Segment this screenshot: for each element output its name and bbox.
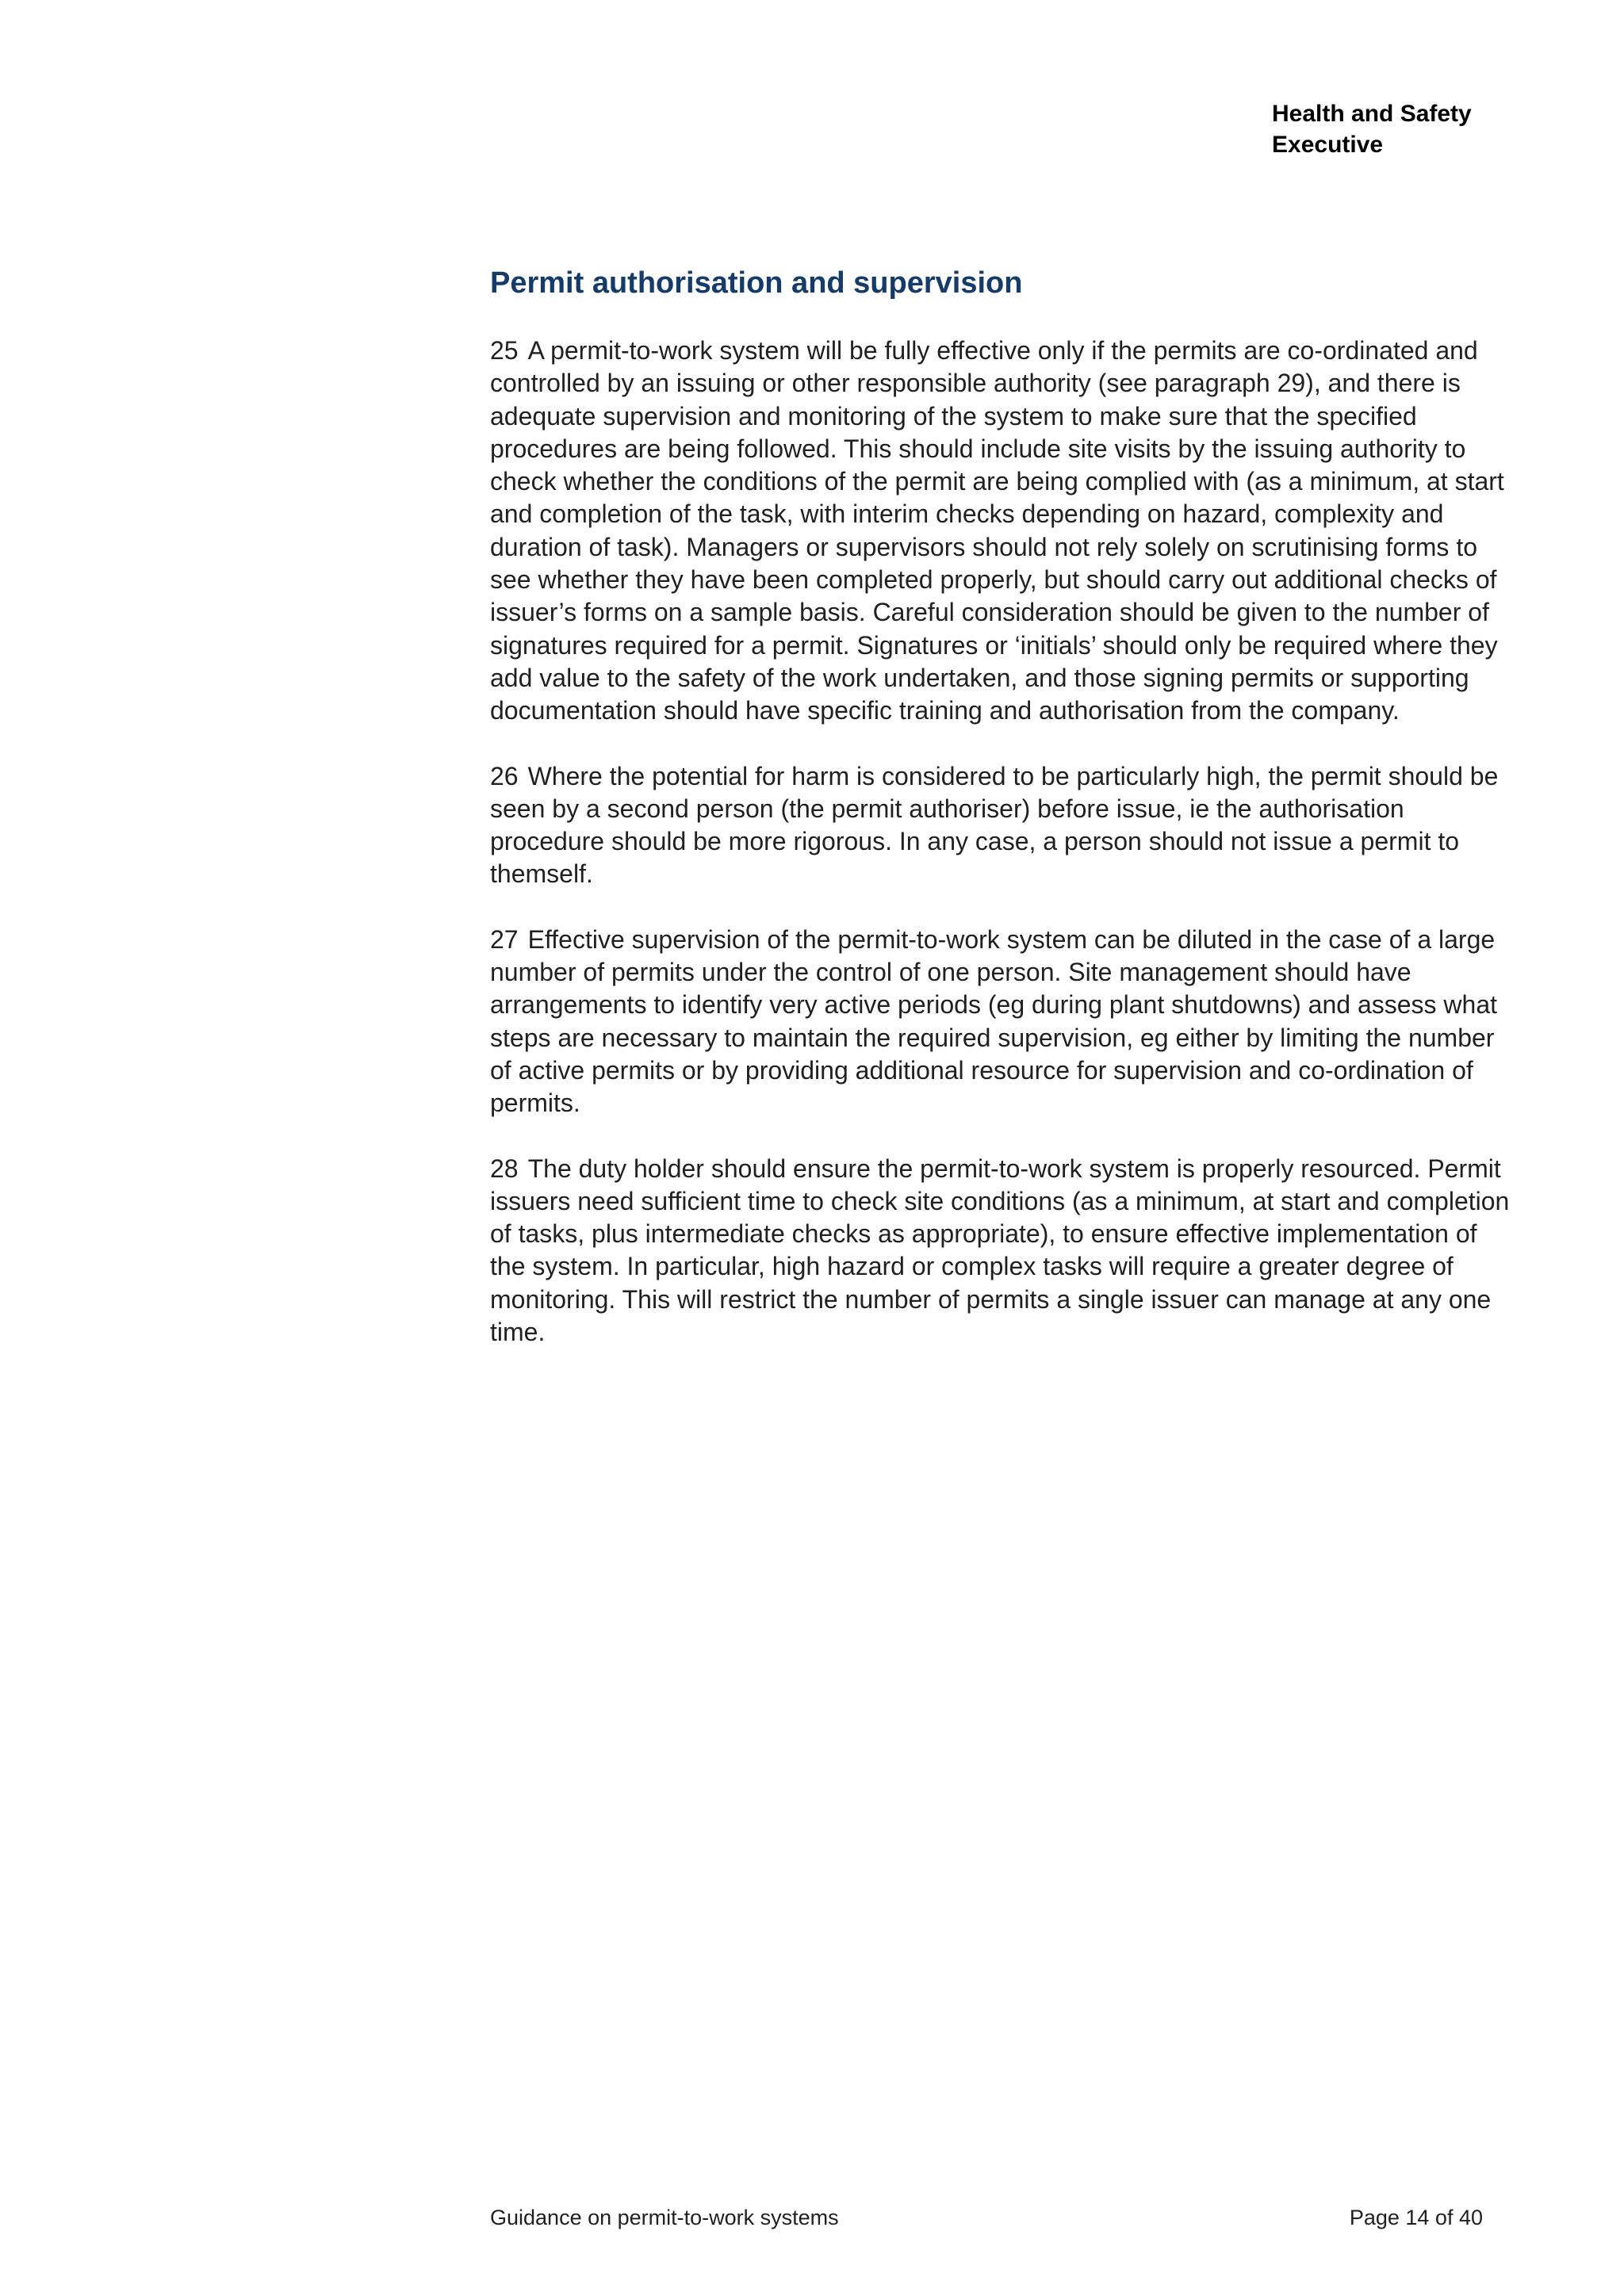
organisation-name-line-1: Health and Safety [1272,101,1472,127]
organisation-name [1272,98,1542,160]
main-content [490,263,1513,1381]
paragraph-25 [490,335,1513,728]
paragraph-text: A permit-to-work system will be fully effective only if the permits are co-ordinated and controlled by an issuing or other responsible authority (see paragraph 29), and there is adequate supervision and monitoring of the system to make sure that the specified procedures are being followed. This should include site visits by the issuing authority to check whether the conditions of the permit are being complied with (as a minimum, at start and completion of the task, with interim checks depending on hazard, complexity and duration of task). Managers or supervisors should not rely solely on scrutinising forms to see whether they have been completed properly, but should carry out additional checks of issuer’s forms on a sample basis. Careful consideration should be given to the number of signatures required for a permit. Signatures or ‘initials’ should only be required where they add value to the safety of the work undertaken, and those signing permits or supporting documentation should have specific training and authorisation from the company. [490,336,1504,725]
paragraph-number: 28 [490,1154,519,1183]
paragraph-number: 25 [490,336,519,365]
paragraph-text: Effective supervision of the permit-to-work system can be diluted in the case of a large number of permits under the control of one person. Site management should have arrangements to identify very active periods (eg during plant shutdowns) and assess what steps are necessary to maintain the required supervision, eg either by limiting the number of active permits or by providing additional resource for supervision and co-ordination of permits. [490,924,1498,1118]
section-heading: Permit authorisation and supervision [490,266,1023,300]
paragraph-text: The duty holder should ensure the permit-to-work system is properly resourced. Permit issuers need sufficient time to check site conditions (as a minimum, at start and completion of tasks, plus intermediate checks as appropriate), to ensure effective implementation of the system. In particular, high hazard or complex tasks will require a greater degree of monitoring. This will restrict the number of permits a single issuer can manage at any one time. [490,1154,1510,1347]
paragraph-27 [490,924,1513,1120]
footer-document-title: Guidance on permit-to-work systems [490,2206,839,2229]
footer-page-number: Page 14 of 40 [1349,2206,1483,2229]
paragraph-number: 26 [490,761,519,790]
paragraph-number: 27 [490,924,519,954]
organisation-name-line-2: Executive [1272,132,1384,158]
paragraph-26 [490,760,1513,891]
paragraph-28 [490,1153,1513,1349]
paragraph-text: Where the potential for harm is considered to be particularly high, the permit should be seen by a second person (the permit authoriser) before issue, ie the authorisation procedure should be more rigorous. In any case, a person should not issue a permit to themself. [490,761,1499,889]
